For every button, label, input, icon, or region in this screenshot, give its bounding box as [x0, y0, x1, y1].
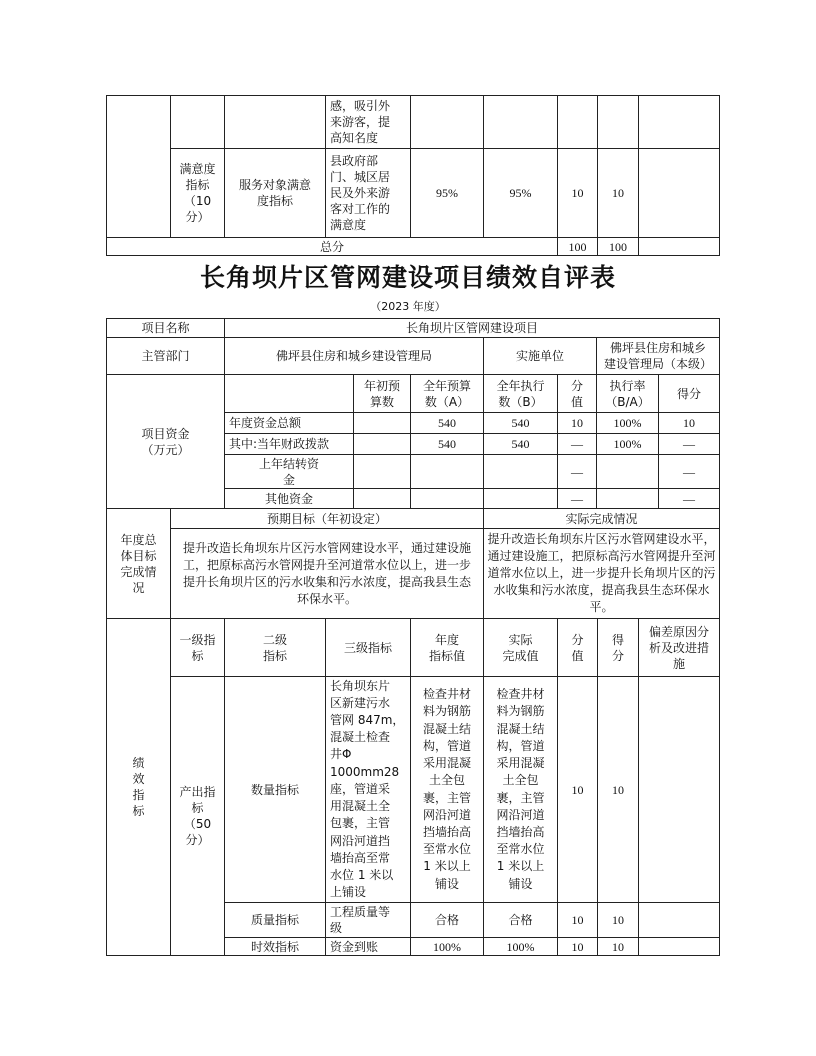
project-name: 长角坝片区管网建设项目	[224, 318, 720, 338]
actual-cell: 合格	[483, 902, 558, 938]
total-score: 100	[597, 237, 639, 256]
level1-cell: 满意度 指标 （10 分）	[170, 148, 225, 238]
cell	[638, 237, 720, 256]
perf-header: 偏差原因分 析及改进措 施	[638, 618, 720, 677]
dept: 佛坪县住房和城乡建设管理局	[224, 337, 484, 375]
impl-label: 实施单位	[483, 337, 597, 375]
actual-goal-label: 实际完成情况	[483, 508, 720, 529]
fund-score-value: —	[557, 488, 597, 509]
level2-cell: 服务对象满意 度指标	[224, 148, 326, 238]
fund-initial	[353, 454, 411, 489]
cell	[557, 95, 598, 149]
fund-score-value: —	[557, 454, 597, 489]
fund-rate	[596, 454, 659, 489]
fund-initial	[353, 488, 411, 509]
perf-header: 一级指 标	[170, 618, 225, 677]
score-cell: 10	[597, 902, 639, 938]
target-cell: 95%	[410, 148, 484, 238]
funds-header: 年初预 算数	[353, 374, 411, 413]
funds-header: 全年预算 数（A）	[410, 374, 484, 413]
fund-executed	[483, 454, 558, 489]
fund-score: —	[658, 454, 720, 489]
cell	[483, 95, 558, 149]
page-subtitle: （2023 年度）	[370, 300, 446, 313]
level3-cell: 资金到账	[325, 937, 411, 956]
cell	[597, 95, 639, 149]
actual-cell: 95%	[483, 148, 558, 238]
cell	[224, 95, 326, 149]
fund-name: 年度资金总额	[224, 412, 354, 434]
fund-name: 其中:当年财政拨款	[224, 433, 354, 455]
cell	[638, 148, 720, 238]
score-value-cell: 10	[557, 676, 598, 903]
actual-cell: 100%	[483, 937, 558, 956]
cell	[638, 937, 720, 956]
funds-header: 执行率 （B/A）	[596, 374, 659, 413]
fund-budget: 540	[410, 433, 484, 455]
fund-initial	[353, 433, 411, 455]
level2-cell: 数量指标	[224, 676, 326, 903]
total-score-value: 100	[557, 237, 598, 256]
level3-cell: 工程质量等 级	[325, 902, 411, 938]
fund-budget	[410, 454, 484, 489]
fund-score-value: —	[557, 433, 597, 455]
perf-header: 分 值	[557, 618, 598, 677]
score-value-cell: 10	[557, 902, 598, 938]
funds-header: 分 值	[557, 374, 597, 413]
perf-header: 年度 指标值	[410, 618, 484, 677]
project-name-label: 项目名称	[106, 318, 225, 338]
expected-goal: 提升改造长角坝东片区污水管网建设水平，通过建设施工，把原标高污水管网提升至河道常水位以上，进一步提升长角坝片区的污水收集和污水浓度，提高我县生态环保水平。	[170, 528, 484, 619]
cell	[638, 676, 720, 903]
target-cell: 100%	[410, 937, 484, 956]
impl: 佛坪县住房和城乡 建设管理局（本级）	[596, 337, 720, 375]
goals-label: 年度总 体目标 完成情 况	[106, 508, 171, 619]
fund-score: 10	[658, 412, 720, 434]
fund-budget	[410, 488, 484, 509]
fund-executed: 540	[483, 412, 558, 434]
expected-goal-label: 预期目标（年初设定）	[170, 508, 484, 529]
fund-name: 其他资金	[224, 488, 354, 509]
fund-score: —	[658, 433, 720, 455]
score-value-cell: 10	[557, 937, 598, 956]
perf-label: 绩 效 指 标	[106, 618, 171, 956]
fund-rate	[596, 488, 659, 509]
score-cell: 10	[597, 676, 639, 903]
level3-cell: 县政府部 门、城区居 民及外来游 客对工作的 满意度	[325, 148, 411, 238]
fund-rate: 100%	[596, 412, 659, 434]
cell	[638, 902, 720, 938]
perf-header: 三级指标	[325, 618, 411, 677]
output-label: 产出指 标 （50 分）	[170, 676, 225, 956]
actual-cell: 检查井材 料为钢筋 混凝土结 构，管道 采用混凝 土全包 裹，主管 网沿河道 挡墙抬高 至常水位 1 米以上 铺设	[483, 676, 558, 903]
fund-initial	[353, 412, 411, 434]
page-title: 长角坝片区管网建设项目绩效自评表	[199, 263, 616, 292]
cell	[638, 95, 720, 149]
perf-header: 实际 完成值	[483, 618, 558, 677]
fund-rate: 100%	[596, 433, 659, 455]
fund-score: —	[658, 488, 720, 509]
level3-cell: 长角坝东片 区新建污水 管网 847m， 混凝土检查 井Φ 1000mm28 座，管道采 用混凝土全 包裹，主管 网沿河道挡 墙抬高至常 水位 1 米以 上铺设	[325, 676, 411, 903]
score-cell: 10	[597, 148, 639, 238]
fund-name: 上年结转资 金	[224, 454, 354, 489]
funds-label: 项目资金 （万元）	[106, 374, 225, 509]
fund-score-value: 10	[557, 412, 597, 434]
fund-executed: 540	[483, 433, 558, 455]
cell	[170, 95, 225, 149]
score-cell: 10	[597, 937, 639, 956]
dept-label: 主管部门	[106, 337, 225, 375]
level2-cell: 质量指标	[224, 902, 326, 938]
funds-header: 得分	[658, 374, 720, 413]
fund-budget: 540	[410, 412, 484, 434]
target-cell: 合格	[410, 902, 484, 938]
funds-header: 全年执行 数（B）	[483, 374, 558, 413]
fund-executed	[483, 488, 558, 509]
actual-goal: 提升改造长角坝东片区污水管网建设水平，通过建设施工，把原标高污水管网提升至河道常水位以上，进一步提升长角坝片区的污水收集和污水浓度，提高我县生态环保水平。	[483, 528, 720, 619]
target-cell: 检查井材 料为钢筋 混凝土结 构，管道 采用混凝 土全包 裹，主管 网沿河道 挡墙抬高 至常水位 1 米以上 铺设	[410, 676, 484, 903]
cell	[410, 95, 484, 149]
perf-header: 得 分	[597, 618, 639, 677]
score-value-cell: 10	[557, 148, 598, 238]
perf-header: 二级 指标	[224, 618, 326, 677]
total-label: 总分	[106, 237, 558, 256]
level3-cell: 感，吸引外 来游客，提 高知名度	[325, 95, 411, 149]
cell	[106, 95, 171, 238]
level2-cell: 时效指标	[224, 937, 326, 956]
cell	[224, 374, 354, 413]
